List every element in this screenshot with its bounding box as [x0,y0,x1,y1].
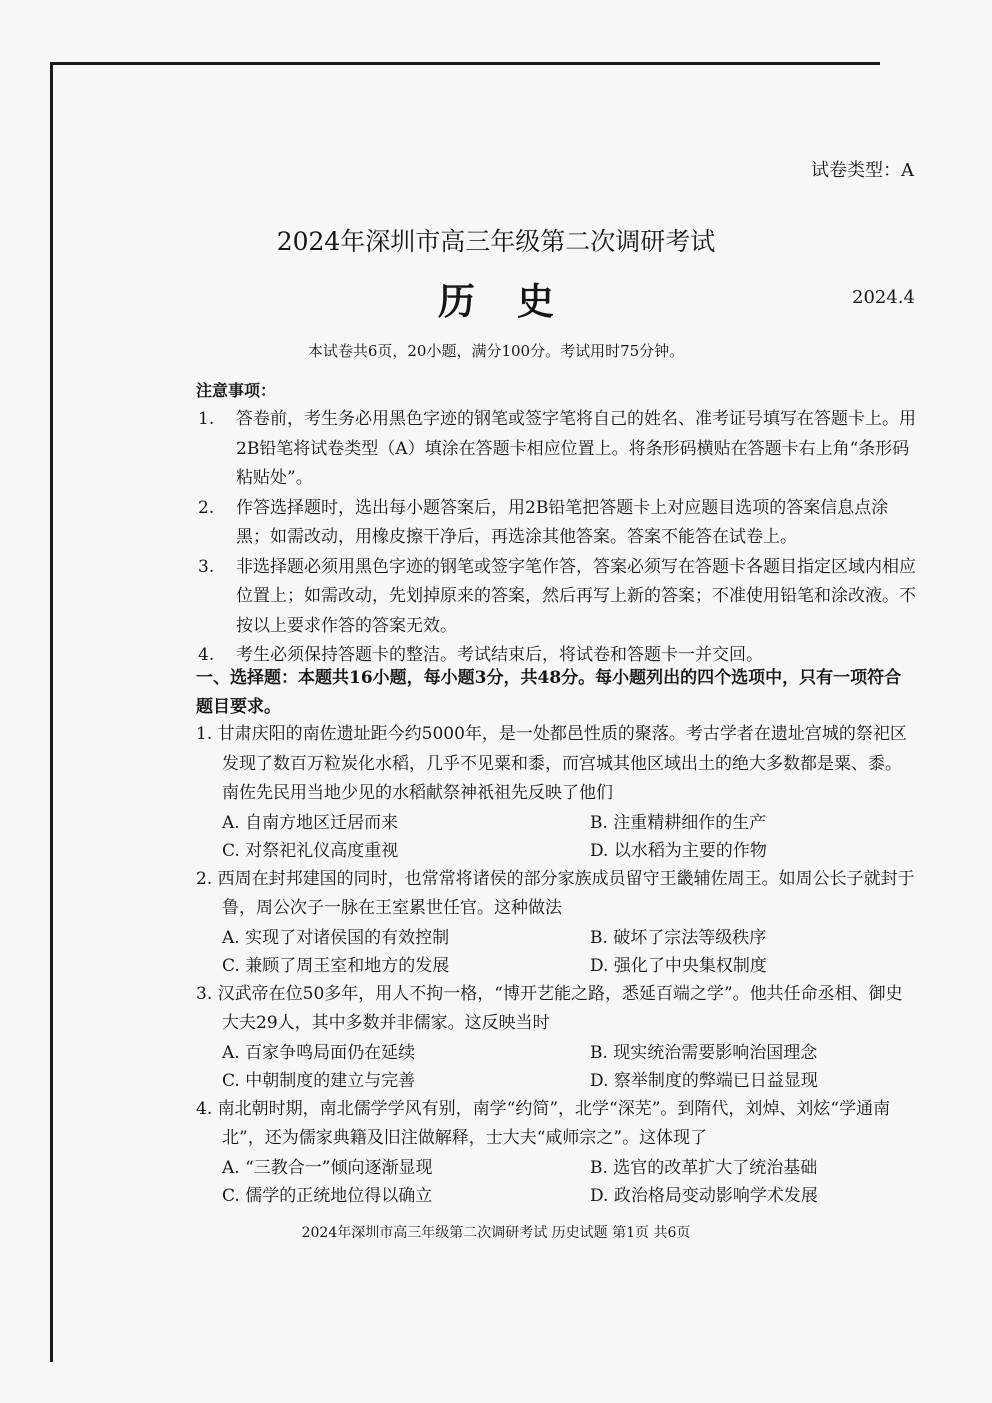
option-c: C. 对祭祀礼仪高度重视 [222,840,399,861]
subject-title: 历史 [438,279,596,323]
page-footer: 2024年深圳市高三年级第二次调研考试 历史试题 第1页 共6页 [301,1225,691,1241]
notice-item-text: 考生必须保持答题卡的整洁。考试结束后，将试卷和答题卡一并交回。 [236,645,763,665]
option-c: C. 中朝制度的建立与完善 [222,1070,416,1091]
notice-item [196,553,916,642]
notice-item-number: 2. [198,497,215,518]
exam-date: 2024.4 [852,287,915,308]
question-stem: 1. 甘肃庆阳的南佐遗址距今约5000年，是一处都邑性质的聚落。考古学者在遗址宫城的祭祀区发现了数百万粒炭化水稻，几乎不见粟和黍，而宫城其他区域出土的绝大多数都是粟、黍。南佐先民用当地少见的水稻献祭神祇祖先反映了他们 [196,724,907,803]
option-a: A. “三教合一”倾向逐渐显现 [222,1157,433,1178]
notice-item-number: 4. [198,645,215,665]
option-a: A. 自南方地区迁居而来 [222,812,399,833]
option-c: C. 兼顾了周王室和地方的发展 [222,955,450,976]
notice-item-number: 3. [198,556,215,577]
option-d: D. 察举制度的弊端已日益显现 [590,1070,818,1091]
option-d: D. 以水稻为主要的作物 [590,840,767,861]
question-options [196,1039,916,1095]
option-a: A. 百家争鸣局面仍在延续 [222,1042,416,1063]
question [196,980,916,1095]
question [196,865,916,980]
question-options [196,1154,916,1210]
option-a: A. 实现了对诸侯国的有效控制 [222,927,450,948]
notice-item-text: 答卷前，考生务必用黑色字迹的钢笔或签字笔将自己的姓名、准考证号填写在答题卡上。用2B铅笔将试卷类型（A）填涂在答题卡相应位置上。将条形码横贴在答题卡右上角“条形码粘贴处”。 [236,409,916,488]
question-options [196,809,916,865]
exam-title: 2024年深圳市高三年级第二次调研考试 [276,227,716,256]
paper-type-label: 试卷类型：A [811,160,914,181]
notice-item-text: 作答选择题时，选出每小题答案后，用2B铅笔把答题卡上对应题目选项的答案信息点涂黑；如需改动，用橡皮擦干净后，再选涂其他答案。答案不能答在试卷上。 [236,497,889,547]
option-b: B. 现实统治需要影响治国理念 [590,1042,818,1063]
notice-item-number: 1. [198,409,215,429]
question-stem: 3. 汉武帝在位50多年，用人不拘一格，“博开艺能之路，悉延百端之学”。他共任命丞相、御史大夫29人，其中多数并非儒家。这反映当时 [196,983,903,1033]
question-stem: 2. 西周在封邦建国的同时，也常常将诸侯的部分家族成员留守王畿辅佐周王。如周公长子就封于鲁，周公次子一脉在王室累世任官。这种做法 [196,868,915,918]
notice-item [196,494,916,553]
page-border-top [50,62,880,65]
option-b: B. 破坏了宗法等级秩序 [590,927,767,948]
question-stem: 4. 南北朝时期，南北儒学学风有别，南学“约简”，北学“深芜”。到隋代，刘焯、刘炫“学通南北”，还为儒家典籍及旧注做解释，士大夫“咸师宗之”。这体现了 [196,1098,891,1148]
option-b: B. 注重精耕细作的生产 [590,812,767,833]
question [196,1095,916,1210]
question-options [196,924,916,980]
notice-item [196,405,916,494]
notice-item-text: 非选择题必须用黑色字迹的钢笔或签字笔作答，答案必须写在答题卡各题目指定区域内相应位置上；如需改动，先划掉原来的答案，然后再写上新的答案；不准使用铅笔和涂改液。不按以上要求作答的答案无效。 [236,556,916,636]
question-list [196,720,916,1210]
option-c: C. 儒学的正统地位得以确立 [222,1185,433,1206]
option-b: B. 选官的改革扩大了统治基础 [590,1157,818,1178]
exam-info: 本试卷共6页，20小题，满分100分。考试用时75分钟。 [307,342,685,360]
option-d: D. 强化了中央集权制度 [590,955,767,976]
question [196,720,916,865]
option-d: D. 政治格局变动影响学术发展 [590,1185,818,1206]
section-heading: 一、选择题：本题共16小题，每小题3分，共48分。每小题列出的四个选项中，只有一项符合题目要求。 [196,668,902,717]
notice-list [196,405,916,671]
notice-title: 注意事项： [196,381,277,400]
